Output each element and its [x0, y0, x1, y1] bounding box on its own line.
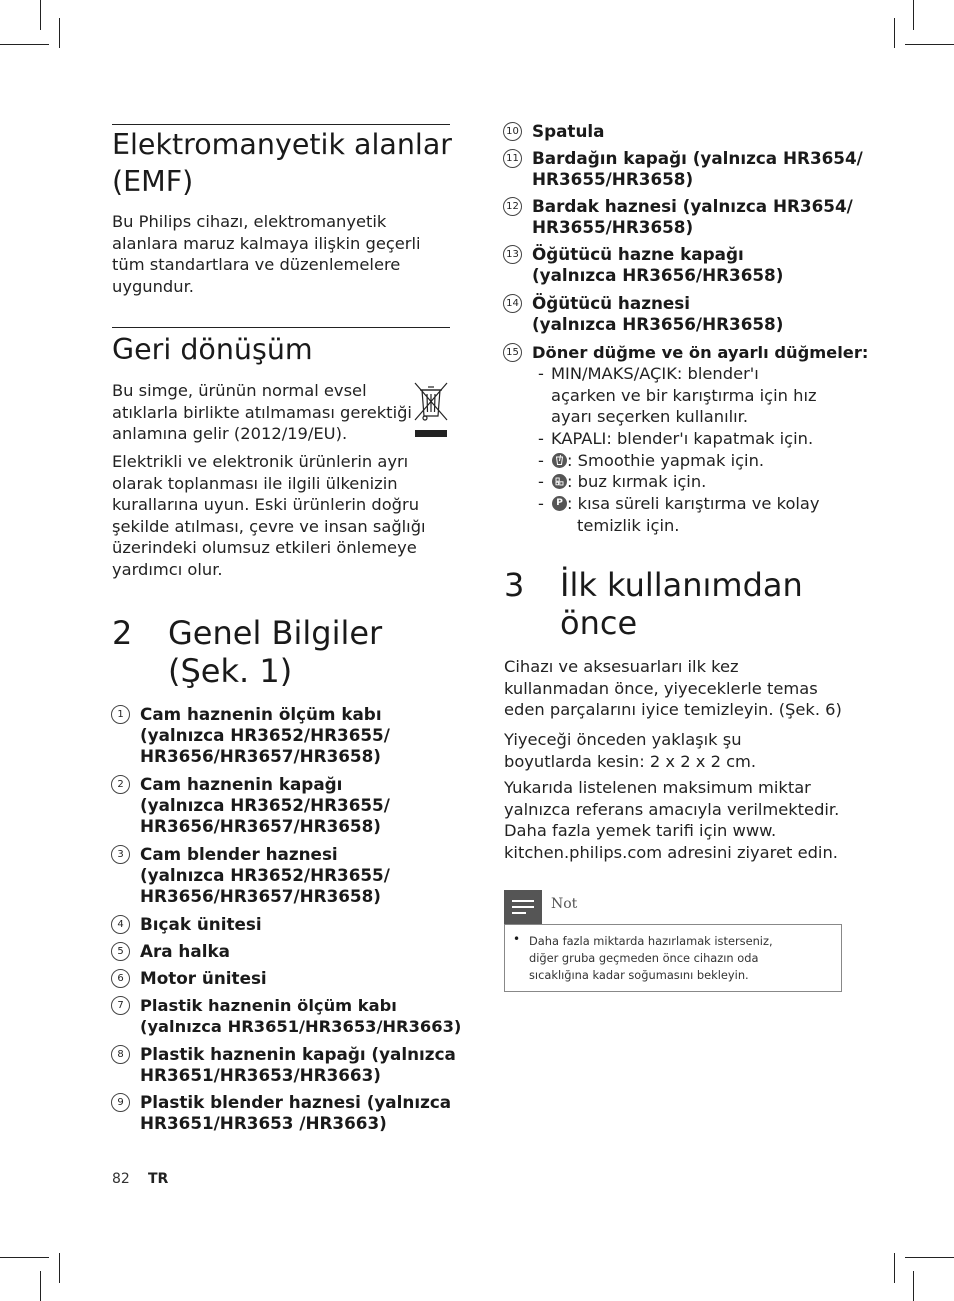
- recycling-para-2: Elektrikli ve elektronik ürünlerin ayrı olarak toplanması ile ilgili ülkenizin kurallarına uyun. Eski ürünlerin doğru şekilde atılması, çevre ve insan sağlığı üzerindeki olumsuz etkileri önlemeye yardımcı olur.: [112, 452, 426, 579]
- list-item: Bıçak ünitesi: [140, 914, 262, 934]
- item-number: 7: [111, 996, 130, 1015]
- sub-item: : kısa süreli karıştırma ve kolay temizlik için.: [567, 494, 820, 535]
- list-item: Cam blender haznesi (yalnızca HR3652/HR3655/ HR3656/HR3657/HR3658): [140, 844, 390, 906]
- list-item: Motor ünitesi: [140, 968, 267, 988]
- list-item: Bardağın kapağı (yalnızca HR3654/ HR3655/HR3658): [532, 148, 863, 189]
- emf-rule: [112, 124, 450, 125]
- smoothie-icon: [552, 453, 567, 468]
- section-2-title: Genel Bilgiler (Şek. 1): [168, 614, 383, 690]
- list-item: Plastik haznenin ölçüm kabı (yalnızca HR3651/HR3653/HR3663): [140, 996, 462, 1036]
- list-item: Ara halka: [140, 941, 230, 961]
- sub-item-dash: -: [538, 472, 544, 491]
- item-number: 1: [111, 705, 130, 724]
- note-content: [504, 924, 842, 992]
- section-3-title: İlk kullanımdan önce: [560, 566, 803, 642]
- item-number: 13: [503, 245, 522, 264]
- note-box: [504, 890, 842, 992]
- before-use-para-3: Yukarıda listelenen maksimum miktar yalnızca referans amacıyla verilmektedir. Daha fazla yemek tarifi için www. kitchen.philips.com adresini ziyaret edin.: [504, 778, 840, 862]
- sub-item-dash: -: [538, 429, 544, 448]
- item-number: 2: [111, 775, 130, 794]
- item-number: 10: [503, 122, 522, 141]
- list-item: Spatula: [532, 121, 605, 141]
- section-2-number: 2: [112, 614, 133, 652]
- item-number: 14: [503, 294, 522, 313]
- emf-body: Bu Philips cihazı, elektromanyetik alanlara maruz kalmaya ilişkin geçerli tüm standartlara ve düzenlemelere uygundur.: [112, 212, 421, 296]
- pulse-icon: P: [552, 496, 567, 511]
- list-item: Plastik blender haznesi (yalnızca HR3651/HR3653 /HR3663): [140, 1092, 452, 1133]
- sub-item: : Smoothie yapmak için.: [567, 451, 765, 470]
- recycling-rule: [112, 327, 450, 328]
- sub-item-dash: -: [538, 364, 544, 383]
- sub-item: KAPALI: blender'ı kapatmak için.: [551, 429, 814, 448]
- item-number: 8: [111, 1045, 130, 1064]
- note-label: Not: [551, 896, 578, 912]
- list-item: Cam haznenin ölçüm kabı (yalnızca HR3652/HR3655/ HR3656/HR3657/HR3658): [140, 704, 390, 766]
- list-item: Öğütücü hazne kapağı (yalnızca HR3656/HR3658): [532, 244, 784, 285]
- list-item: Plastik haznenin kapağı (yalnızca HR3651/HR3653/HR3663): [140, 1044, 456, 1085]
- recycling-para-1: Bu simge, ürünün normal evsel atıklarla birlikte atılmaması gerektiği anlamına gelir (2012/19/EU).: [112, 381, 412, 443]
- item-number: 4: [111, 915, 130, 934]
- item-number: 3: [111, 845, 130, 864]
- note-bullet: •: [513, 932, 521, 946]
- note-text: Daha fazla miktarda hazırlamak isterseniz, diğer gruba geçmeden önce cihazın oda sıcaklığına kadar soğumasını bekleyin.: [529, 934, 773, 982]
- sub-item-dash: -: [538, 494, 544, 513]
- list-item: Döner düğme ve ön ayarlı düğmeler:: [532, 343, 869, 362]
- item-number: 11: [503, 149, 522, 168]
- before-use-para-2: Yiyeceği önceden yaklaşık şu boyutlarda kesin: 2 x 2 x 2 cm.: [504, 730, 757, 771]
- note-lines-icon: [504, 890, 542, 924]
- item-number: 15: [503, 343, 522, 362]
- item-number: 6: [111, 969, 130, 988]
- language-code: TR: [148, 1171, 169, 1187]
- item-number: 12: [503, 197, 522, 216]
- emf-title: Elektromanyetik alanlar (EMF): [112, 128, 453, 198]
- list-item: Öğütücü haznesi (yalnızca HR3656/HR3658): [532, 293, 784, 334]
- page-number: 82: [112, 1171, 130, 1187]
- crossed-out-wheelie-bin-icon: [412, 380, 450, 438]
- item-number: 5: [111, 942, 130, 961]
- recycling-title: Geri dönüşüm: [112, 333, 313, 366]
- sub-item: MIN/MAKS/AÇIK: blender'ı açarken ve bir karıştırma için hız ayarı seçerken kullanılır.: [551, 364, 817, 426]
- before-use-para-1: Cihazı ve aksesuarları ilk kez kullanmadan önce, yiyeceklerle temas eden parçalarını iyice temizleyin. (Şek. 6): [504, 657, 842, 719]
- section-3-number: 3: [504, 566, 525, 604]
- sub-item: : buz kırmak için.: [567, 472, 707, 491]
- sub-item-dash: -: [538, 451, 544, 470]
- list-item: Bardak haznesi (yalnızca HR3654/ HR3655/HR3658): [532, 196, 853, 237]
- item-number: 9: [111, 1093, 130, 1112]
- list-item: Cam haznenin kapağı (yalnızca HR3652/HR3655/ HR3656/HR3657/HR3658): [140, 774, 390, 836]
- ice-crush-icon: [552, 474, 567, 489]
